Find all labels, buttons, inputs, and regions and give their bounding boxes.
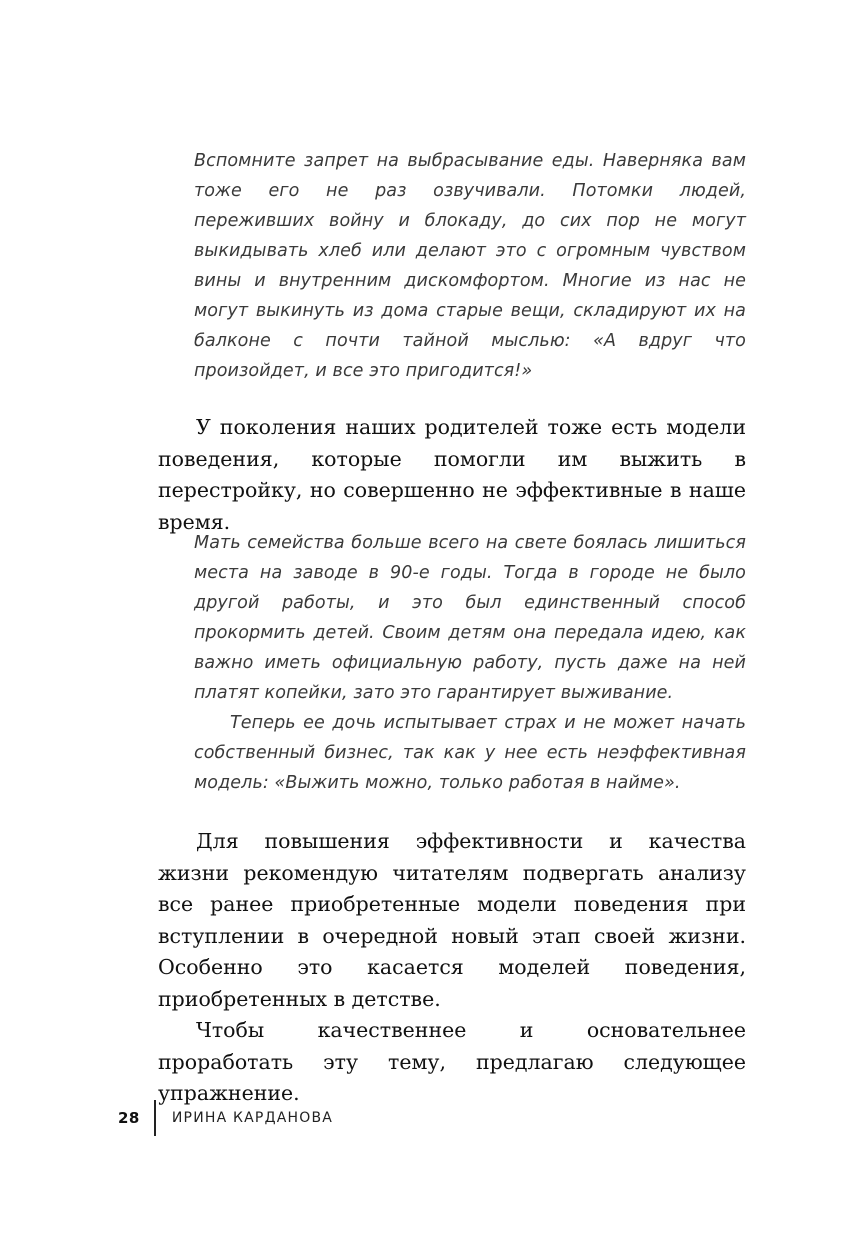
example-quote-mother — [194, 528, 746, 798]
page-footer — [118, 1100, 333, 1136]
body-paragraph-parents — [158, 412, 746, 538]
quote-paragraph: Вспомните запрет на выбрасывание еды. Наверняка вам тоже его не раз озвучивали. Потомки людей, переживших войну и блокаду, до сих пор не могут выкидывать хлеб или делают это с огромным чувством вины и внутренним дискомфортом. Многие из нас не могут выкинуть из дома старые вещи, складируют их на балконе с почти тайной мыслью: «А вдруг что произойдет, и все это пригодится!» — [194, 151, 746, 381]
body-paragraph: У поколения наших родителей тоже есть модели поведения, которые помогли им выжить в перестройку, но совершенно не эффективные в наше время. — [158, 415, 746, 534]
quote-paragraph: Мать семейства больше всего на свете боялась лишиться места на заводе в 90-е годы. Тогда в городе не было другой работы, и это был единственный способ прокормить детей. Своим детям она передала идею, как важно иметь официальную работу, пусть даже на ней платят копейки, зато это гарантирует выживание. — [194, 533, 746, 703]
body-paragraph: Для повышения эффективности и качества жизни рекомендую читателям подвергать анализу все ранее приобретенные модели поведения при вступлении в очередной новый этап своей жизни. Особенно это касается моделей поведения, приобретенных в детстве. — [158, 829, 746, 1011]
page-number: 28 — [118, 1109, 140, 1127]
author-name: ИРИНА КАРДАНОВА — [171, 1110, 334, 1126]
body-paragraph: Чтобы качественнее и основательнее проработать эту тему, предлагаю следующее упражнение. — [158, 1018, 746, 1105]
body-paragraph-recommendation — [158, 826, 746, 1110]
quote-paragraph: Теперь ее дочь испытывает страх и не может начать собственный бизнес, так как у нее есть неэффективная модель: «Выжить можно, только работая в найме». — [194, 713, 746, 793]
footer-divider — [154, 1100, 156, 1136]
example-quote-food — [194, 146, 746, 386]
